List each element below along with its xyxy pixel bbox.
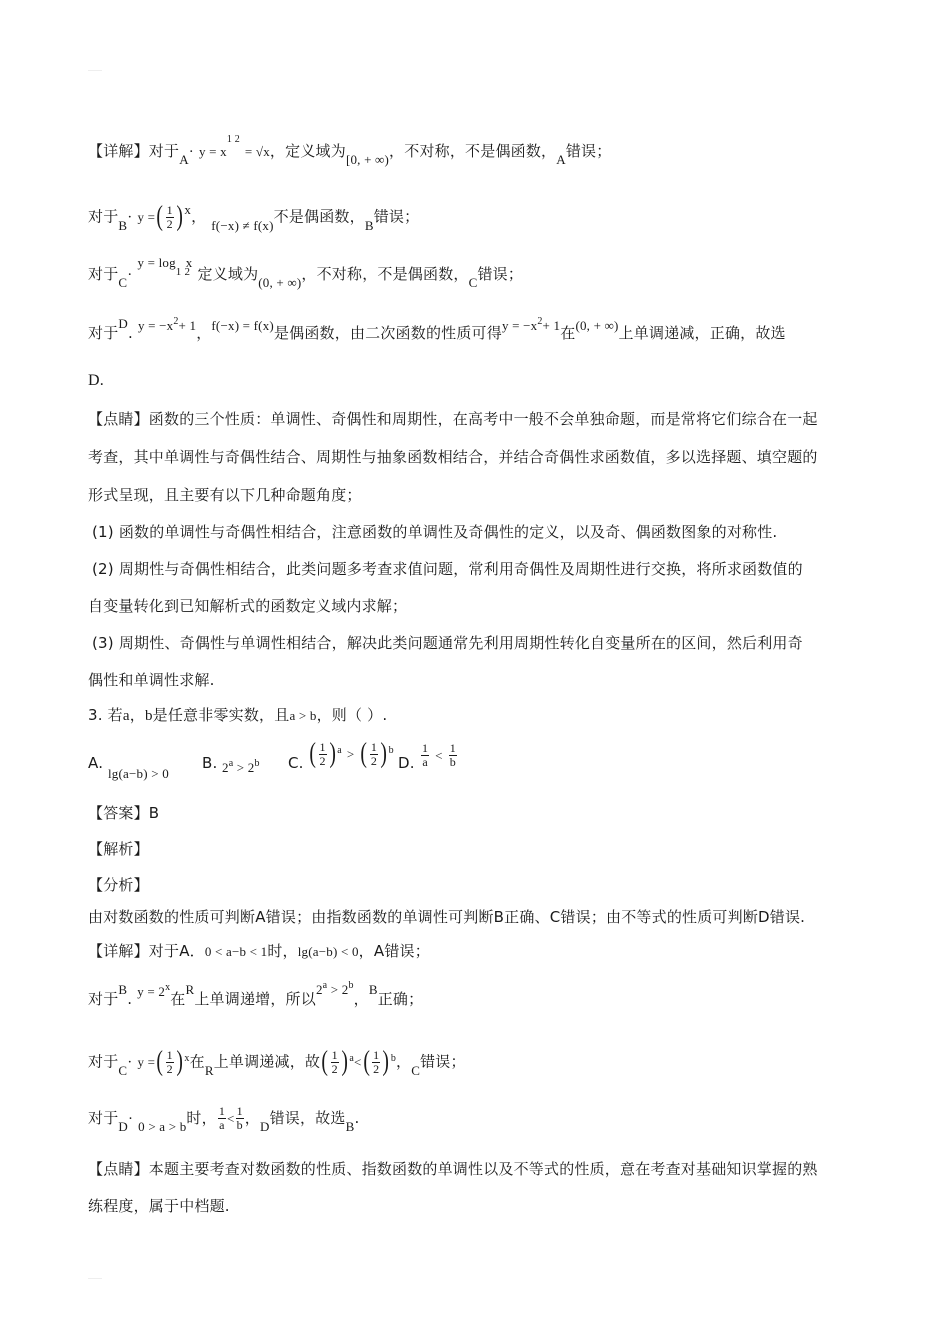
log-base: 1 2 <box>175 266 191 278</box>
text: 不是偶函数， <box>273 207 365 226</box>
comment-item-3-cont: 偶性和单调性求解. <box>88 671 215 689</box>
text: ，不对称，不是偶函数， <box>389 142 557 160</box>
q2-explain-line-3: 对于C· y = log1 2x 定义域为(0, + ∞)，不对称，不是偶函数，C错误； <box>88 255 524 290</box>
formula: y = <box>137 1054 156 1070</box>
q3-explain-line-1: 【详解】对于A．0 < a−b < 1时，lg(a−b) < 0，A错误； <box>88 942 430 960</box>
formula: a > b <box>289 708 317 723</box>
option-ref: B <box>364 217 374 233</box>
q2-explain-line-1: 【详解】对于$A\cdot y = x^{1 2} = √x$，定义域为[0, + ∞)，不对称，不是偶函数，A错误； <box>88 134 612 167</box>
option-ref: C <box>468 275 478 290</box>
q2-explain-line-5: D. <box>88 372 104 389</box>
option-ref: C <box>118 275 128 290</box>
comment-item-1: (1) 函数的单调性与奇偶性相结合，注意函数的单调性及奇偶性的定义，以及奇、偶函数图象的对称性. <box>92 523 778 541</box>
formula: y = −x <box>137 318 174 333</box>
formula: = √x <box>244 144 270 159</box>
question-number: 3. 若 <box>88 706 123 724</box>
option-ref: A <box>179 152 189 167</box>
formula: lg(a−b) < 0 <box>297 944 359 959</box>
text: 定义域为 <box>197 265 259 283</box>
interval: (0, + ∞) <box>258 275 302 290</box>
formula: 0 > a > b <box>138 1119 187 1134</box>
text: ，定义域为 <box>269 142 346 160</box>
analysis-heading: 【解析】 <box>88 840 149 858</box>
fenxi-text: 由对数函数的性质可判断A错误；由指数函数的单调性可判断B正确、C错误；由不等式的性质可判断D错误. <box>88 908 806 926</box>
text: ， <box>191 207 207 226</box>
text: 是任意非零实数，且 <box>152 706 290 724</box>
text: 错误； <box>373 207 420 226</box>
formula: $2^a > 2^b$ <box>315 980 354 997</box>
comment-q3-line-2: 练程度，属于中档题. <box>88 1197 230 1215</box>
interval: (0, + ∞) <box>575 318 619 333</box>
q2-explain-line-4: 对于D. $y = -x^2+ 1$，f(−x) = f(x)是偶函数，由二次函数的性质可得$y = -x^2+ 1$在(0, + ∞)上单调递减，正确，故选 <box>88 316 786 342</box>
text: 上单调递减，正确，故选 <box>618 324 786 342</box>
question-3-stem: 3. 若a，b是任意非零实数，且a > b，则（ ）. <box>88 706 388 724</box>
q3-explain-line-2: 对于B. $y = 2^x$在R上单调递增，所以$2^a > 2^b$，B正确； <box>88 980 424 1008</box>
formula: + 1 <box>178 318 197 333</box>
text: 对于 <box>88 207 119 226</box>
option-b: B. <box>202 754 218 772</box>
formula: y = log <box>137 255 176 270</box>
comment-paragraph-line: 【点睛】函数的三个性质：单调性、奇偶性和周期性，在高考中一般不会单独命题，而是常将它们综合在一起 <box>88 410 818 428</box>
corner-mark <box>88 1278 102 1279</box>
heading-detail: 【详解】对于A． <box>88 942 205 960</box>
comment-item-2-cont: 自变量转化到已知解析式的函数定义域内求解； <box>88 597 408 615</box>
text: 错误； <box>477 265 524 283</box>
text: 对于 <box>88 324 119 342</box>
option-ref: B <box>118 217 128 233</box>
formula-exponent: x <box>184 201 192 217</box>
text: ，则（ ）. <box>316 706 388 724</box>
formula-exponent: 2 <box>173 316 179 327</box>
q3-explain-line-3: 对于C· y =( $\frac{1}{2}$ )$^x$在R上单调递减，故( $\frac{1}{2}$ )$^a$<( $\frac{1}{2}$ )$^b$，C错误； <box>88 1046 466 1078</box>
comment-paragraph-line: 形式呈现，且主要有以下几种命题角度； <box>88 486 362 504</box>
text: ， <box>196 324 212 342</box>
formula: y = −x <box>501 318 538 333</box>
corner-mark <box>88 70 102 71</box>
interval: [0, + ∞) <box>345 152 390 167</box>
formula: y = x <box>198 144 227 159</box>
text: ，不对称，不是偶函数， <box>301 265 469 283</box>
comment-q3-line-1: 【点睛】本题主要考查对数函数的性质、指数函数的单调性以及不等式的性质，意在考查对基础知识掌握的熟 <box>88 1160 818 1178</box>
comment-item-3: (3) 周期性、奇偶性与单调性相结合，解决此类问题通常先利用周期性转化自变量所在的区间，然后利用奇 <box>92 634 803 652</box>
formula: x <box>185 255 193 270</box>
text: 错误； <box>565 142 612 160</box>
heading-detail: 【详解】对于 <box>88 142 180 160</box>
fenxi-heading: 【分析】 <box>88 876 149 894</box>
option-a: A. <box>88 754 104 772</box>
formula: f(−x) = f(x) <box>211 318 274 333</box>
option-c-formula: ( $\frac{1}{2}$ )$^a$ > ( $\frac{1}{2}$ )$^b$ <box>309 738 394 769</box>
option-c: C. <box>288 754 304 772</box>
q2-explain-line-2: 对于B· y =( $\frac{1}{2}$ )x， f(−x) ≠ f(x)不是偶函数，B错误； <box>88 201 420 233</box>
option-d: D. <box>398 754 415 772</box>
comment-paragraph-line: 考查，其中单调性与奇偶性结合、周期性与抽象函数相结合，并结合奇偶性求函数值，多以选择题、填空题的 <box>88 448 818 466</box>
formula-exponent: 2 <box>537 316 543 327</box>
formula: + 1 <box>542 318 561 333</box>
text: 是偶函数，由二次函数的性质可得 <box>273 324 502 342</box>
option-d-formula: $\frac{1}{a}$ < $\frac{1}{b}$ <box>422 741 456 769</box>
option-ref: A <box>556 152 566 167</box>
answer-line: 【答案】B <box>88 804 160 822</box>
fraction: $\frac{1}{2}$ <box>166 202 173 231</box>
comment-item-2: (2) 周期性与奇偶性相结合，此类问题多考查求值问题，常利用奇偶性及周期性进行交换，将所求函数值的 <box>92 560 803 578</box>
option-a-formula: lg(a−b) > 0 <box>108 766 169 781</box>
option-b-formula: 2$^a$ > 2$^b$ <box>222 758 260 775</box>
text: 对于 <box>88 265 119 283</box>
q3-explain-line-4: 对于D· 0 > a > b时， $\frac{1}{a}$ < $\frac{1}{b}$ ，D错误，故选B. <box>88 1104 360 1134</box>
formula: f(−x) ≠ f(x) <box>211 217 274 233</box>
text: 在 <box>560 324 576 342</box>
formula-exponent: 1 2 <box>226 134 240 145</box>
formula: 0 < a−b < 1 <box>204 944 268 959</box>
formula: y = <box>137 209 156 225</box>
option-ref: D <box>118 316 128 331</box>
formula: y = 2 <box>137 984 166 999</box>
